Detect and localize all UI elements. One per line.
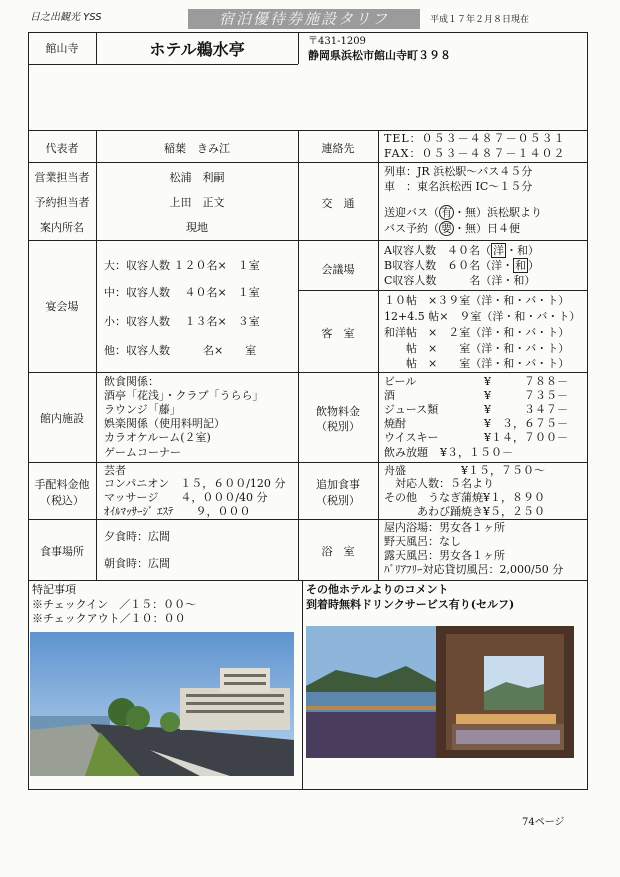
reserve-label: 予約担当者: [34, 196, 90, 209]
facility-row: ゲームコーナー: [104, 446, 181, 459]
access-shuttle: 送迎バス（ 有 ・無）浜松駅より: [384, 206, 542, 219]
fee-row: 芸者: [104, 464, 126, 477]
extra-meal-row: 対応人数：５名より: [384, 477, 494, 490]
room-row: 帖 × 室（洋・和・バ・ト）: [384, 342, 570, 355]
fee-row: マッサージ ４，０００/40 分: [104, 491, 268, 504]
access-bus: バス予約（ 要 ・無）日４便: [384, 222, 520, 235]
room-row: １０帖 ×３９室（洋・和・バ・ト）: [384, 294, 570, 307]
facilities-label: 館内施設: [40, 412, 84, 425]
meeting-row: C収容人数 名（洋・和）: [384, 274, 536, 287]
fee-row: コンパニオン １５，６００/120 分: [104, 477, 286, 490]
meeting-label: 会議場: [321, 263, 355, 276]
drink-price: ¥３，１５０－: [440, 446, 513, 459]
extra-meal-row: その他 うなぎ蒲焼¥１，８９０: [384, 491, 545, 504]
banquet-row: 大：収容人数 １２０名× １室: [104, 259, 260, 272]
drinks-label: 飲物料金: [316, 405, 360, 418]
bath-row: 屋内浴場：男女各１ヶ所: [384, 521, 505, 534]
facility-row: 飲食関係：: [104, 375, 159, 388]
facility-row: カラオケルーム(２室): [104, 431, 211, 444]
rep-label: 代表者: [45, 142, 79, 155]
address: 静岡県浜松市館山寺町３９８: [308, 49, 451, 62]
open-air-bath-photo: [306, 626, 574, 758]
meeting-row: B収容人数 ６０名（洋・ 和 ）: [384, 259, 540, 272]
room-row: 12+4.5 帖× ９室（洋・和・バ・ト）: [384, 310, 581, 323]
hotel-name: ホテル鵜水亭: [149, 40, 245, 59]
extra-meals-label: 追加食事: [316, 478, 360, 491]
fax-number: FAX：０５３－４８７－１４０２: [384, 147, 566, 160]
reserve-name: 上田 正文: [169, 196, 225, 209]
drink-price: ¥１４，７００－: [484, 431, 568, 444]
date-stamp: 平成１７年２月８日現在: [430, 15, 530, 25]
comments-title: その他ホテルよりのコメント: [306, 583, 449, 596]
fees-label: 手配料金他: [34, 478, 90, 491]
bath-row: ﾊﾞﾘｱﾌﾘｰ対応貸切風呂：2,000/50 分: [384, 563, 564, 576]
dining-label: 食事場所: [40, 545, 84, 558]
comments-text: 到着時無料ドリンクサービス有り(セルフ): [306, 598, 515, 611]
banquet-row: 他：収容人数 名× 室: [104, 344, 257, 357]
drink-price: ¥ ７３５－: [484, 389, 568, 402]
drink-name: ビール: [384, 375, 417, 388]
bus-required-mark: 要: [441, 222, 452, 235]
breakfast-place: 朝食時：広間: [104, 557, 170, 570]
drink-price: ¥ ３４７－: [484, 403, 568, 416]
rooms-label: 客 室: [321, 327, 355, 340]
tel-number: TEL：０５３－４８７－０５３１: [384, 132, 566, 145]
guide-label: 案内所名: [40, 221, 84, 234]
drink-name: 飲み放題: [384, 446, 428, 459]
extra-meal-row: 舟盛 ¥１５，７５０～: [384, 464, 545, 477]
banquet-row: 中：収容人数 ４０名× １室: [104, 286, 260, 299]
shuttle-yes-mark: 有: [441, 206, 452, 219]
guide-name: 現地: [186, 221, 208, 234]
bath-row: 野天風呂：なし: [384, 535, 461, 548]
meeting-row: A収容人数 ４０名（ 洋 ・和）: [384, 244, 539, 257]
meeting-mark: 洋: [492, 244, 504, 257]
meeting-mark: 和: [515, 259, 527, 272]
drink-name: ジュース類: [384, 403, 439, 416]
facility-row: 酒亭「花浅」・クラブ「うらら」: [104, 389, 264, 402]
drink-price: ¥ ３，６７５－: [484, 417, 568, 430]
facility-row: 娯楽関係（使用料明記）: [104, 417, 225, 430]
page-number: 74ページ: [522, 817, 565, 828]
area-label: 館山寺: [45, 42, 79, 55]
hotel-exterior-photo: [30, 632, 294, 776]
rep-name: 稲葉 きみ江: [164, 142, 230, 155]
contact-label: 連絡先: [321, 142, 355, 155]
room-row: 和洋帖 × ２室（洋・和・バ・ト）: [384, 326, 570, 339]
drinks-tax-label: （税別）: [316, 420, 360, 433]
facility-row: ラウンジ「藤」: [104, 403, 181, 416]
extra-meal-row: あわび踊焼き¥５，２５０: [384, 505, 545, 518]
banquet-row: 小：収容人数 １３名× ３室: [104, 315, 260, 328]
drink-name: 焼酎: [384, 417, 406, 430]
access-train: 列車：JR 浜松駅～バス４５分: [384, 165, 533, 178]
sales-name: 松浦 利嗣: [169, 171, 225, 184]
drink-name: ウイスキー: [384, 431, 439, 444]
access-label: 交 通: [321, 197, 355, 210]
checkin-time: ※チェックイン ／１５：００～: [32, 598, 197, 611]
bath-row: 露天風呂：男女各１ヶ所: [384, 549, 505, 562]
checkout-time: ※チェックアウト／１０：００: [32, 612, 186, 625]
bath-label: 浴 室: [321, 545, 355, 558]
room-row: 帖 × 室（洋・和・バ・ト）: [384, 357, 570, 370]
fee-row: ｵｲﾙﾏｯｻｰｼﾞ ｴｽﾃ ９，０００: [104, 505, 251, 518]
banquet-label: 宴会場: [45, 300, 79, 313]
postal-code: 〒431-1209: [308, 36, 366, 47]
sales-label: 営業担当者: [34, 171, 90, 184]
document-title: 宿泊優待券施設タリフ: [188, 9, 420, 29]
dinner-place: 夕食時：広間: [104, 530, 170, 543]
drink-price: ¥ ７８８－: [484, 375, 568, 388]
fees-tax-label: （税込）: [40, 494, 84, 507]
drink-name: 酒: [384, 389, 395, 402]
company-name: 日之出観光 YSS: [30, 12, 102, 23]
access-car: 車 ：東名浜松西 IC～１５分: [384, 180, 533, 193]
extra-meals-tax-label: （税別）: [316, 494, 360, 507]
notes-title: 特記事項: [32, 583, 76, 596]
